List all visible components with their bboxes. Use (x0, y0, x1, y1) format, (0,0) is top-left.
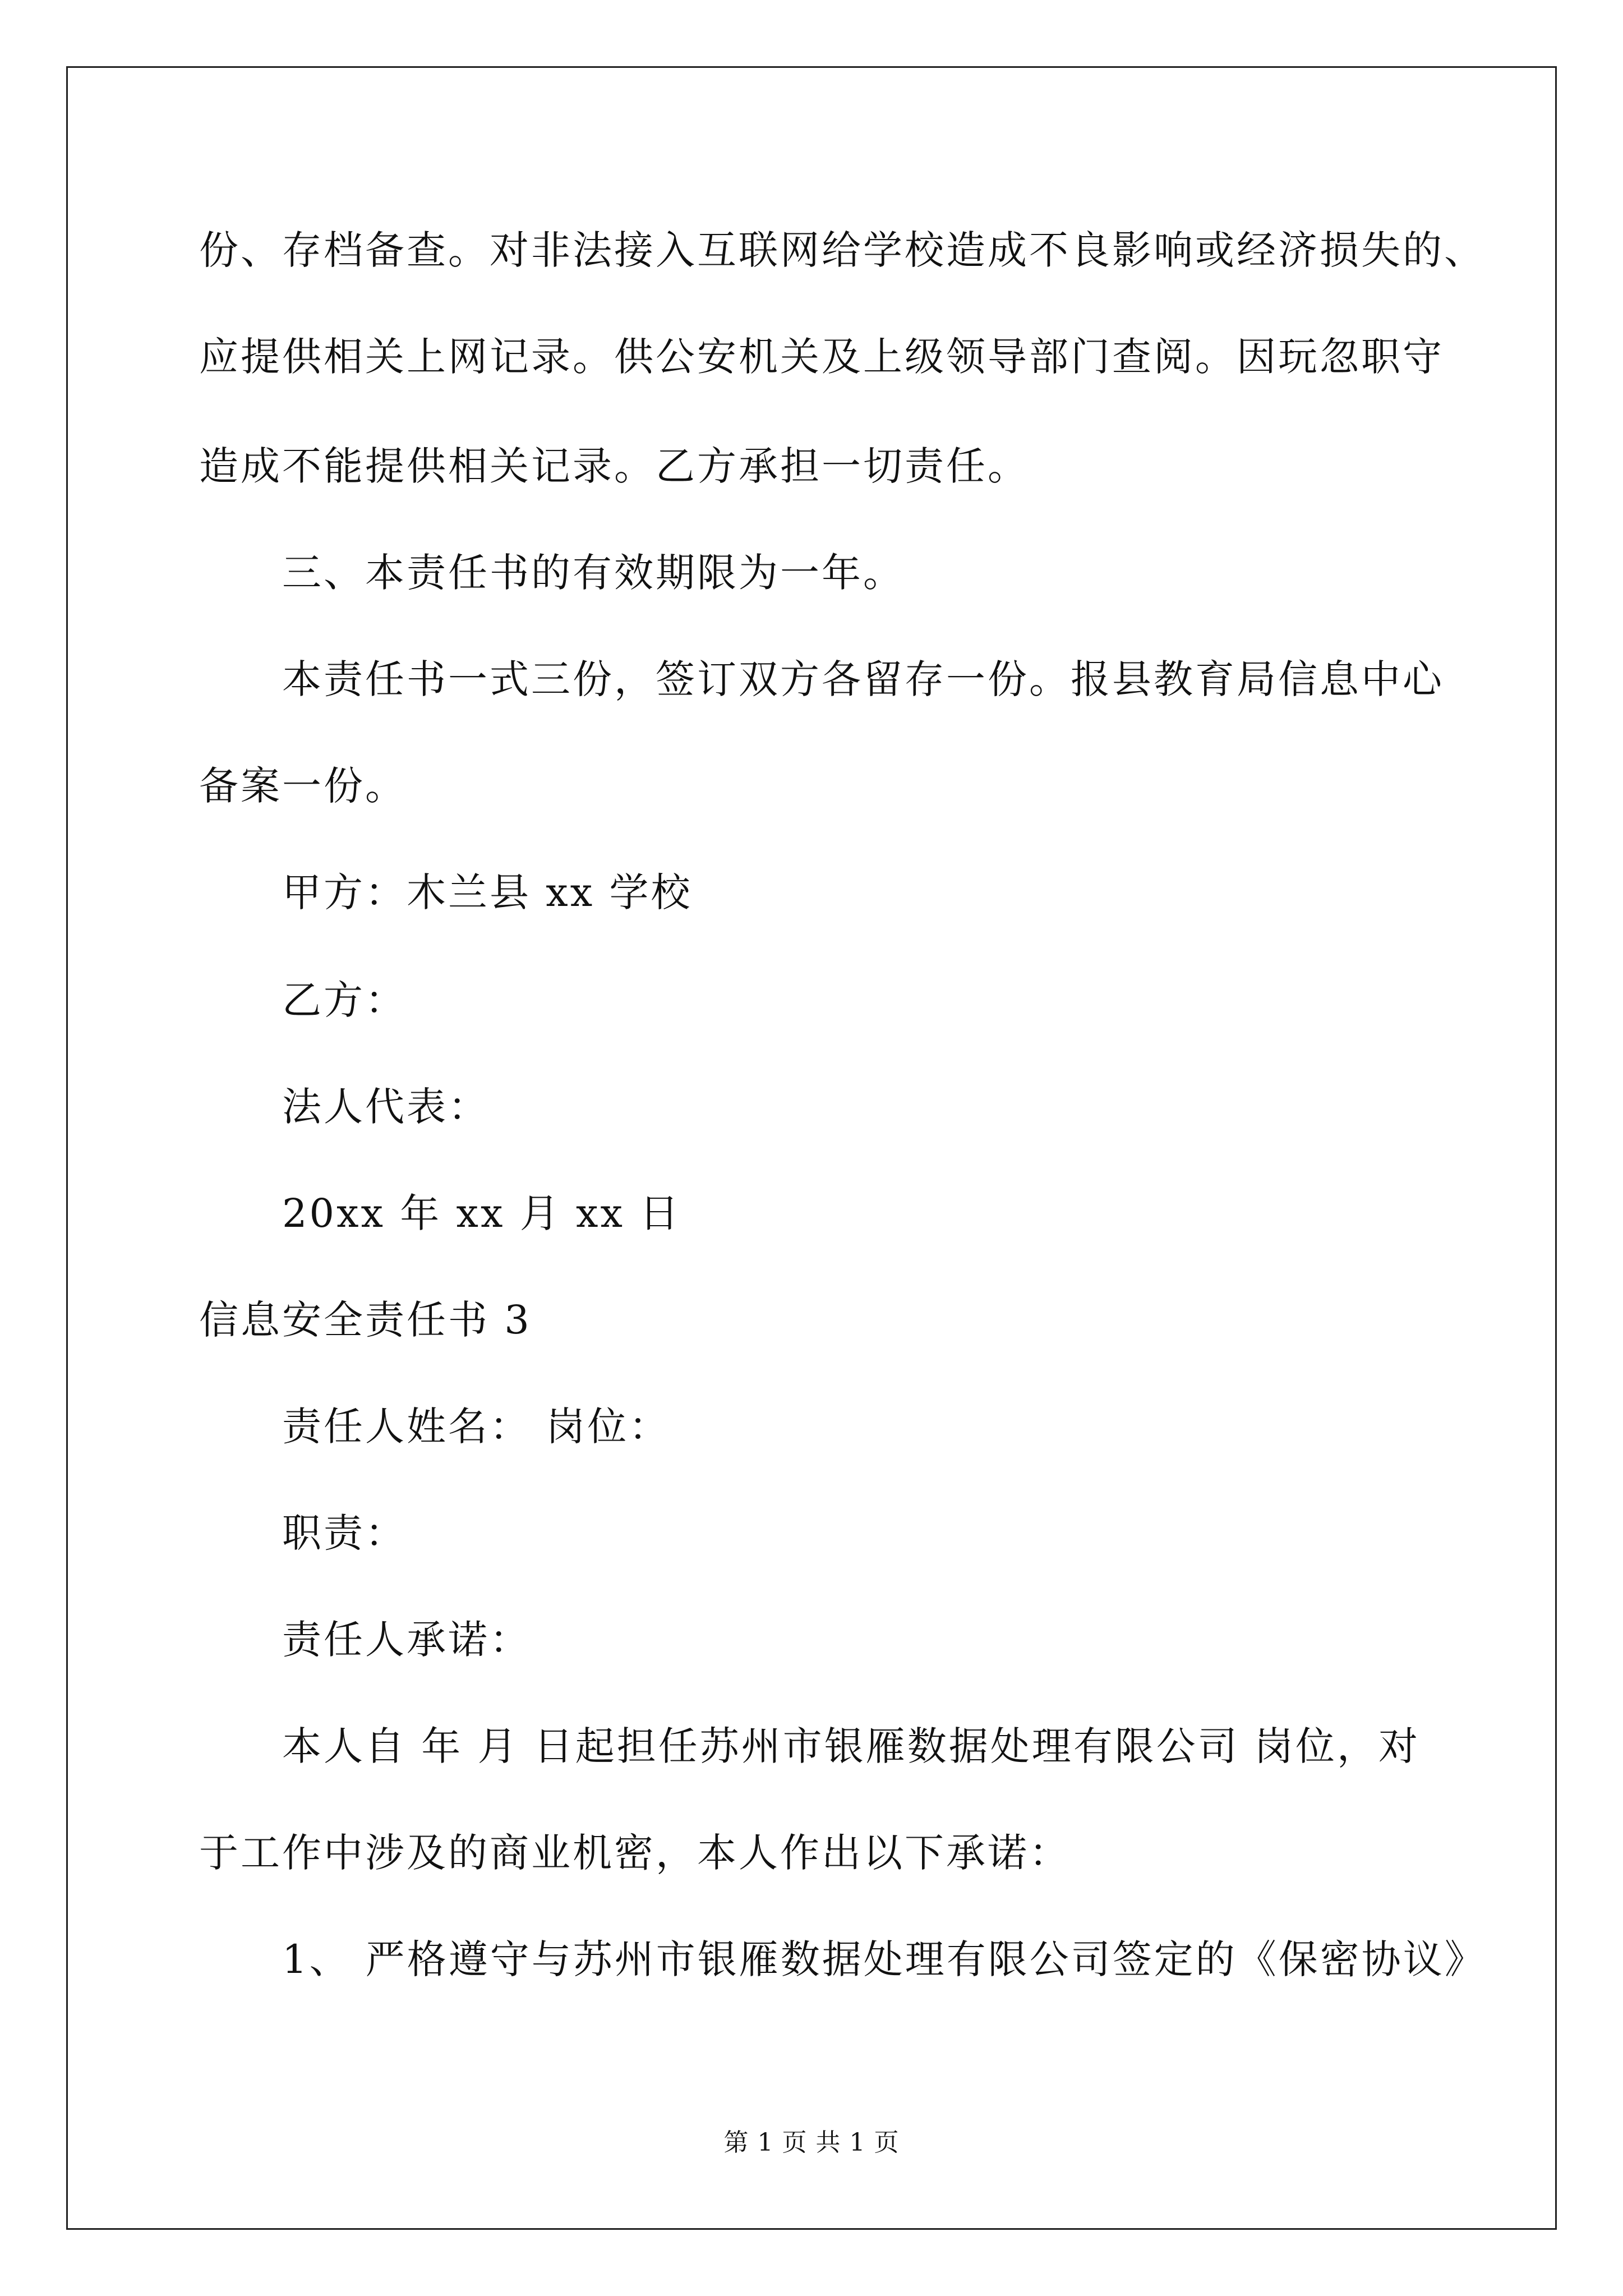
party-a-line: 甲方：木兰县 xx 学校 (282, 869, 693, 915)
body-line-1: 份、存档备查。对非法接入互联网给学校造成不良影响或经济损失的、 (199, 227, 1486, 273)
body-line-15: 本人自 年 月 日起担任苏州市银雁数据处理有限公司 岗位，对 (282, 1723, 1421, 1769)
party-b-line: 乙方： (282, 977, 407, 1023)
body-line-6: 备案一份。 (199, 763, 407, 809)
legal-representative-line: 法人代表： (282, 1084, 490, 1130)
duties-line: 职责： (282, 1510, 407, 1556)
body-line-17: 1、 严格遵守与苏州市银雁数据处理有限公司签定的《保密协议》 (282, 1936, 1486, 1982)
page-number-footer: 第 1 页 共 1 页 (723, 2128, 900, 2157)
body-line-3: 造成不能提供相关记录。乙方承担一切责任。 (199, 443, 1029, 489)
section-title: 信息安全责任书 3 (199, 1297, 532, 1343)
body-line-2: 应提供相关上网记录。供公安机关及上级领导部门查阅。因玩忽职守 (199, 334, 1444, 380)
body-line-4: 三、本责任书的有效期限为一年。 (282, 550, 905, 596)
responsible-person-line: 责任人姓名： 岗位： (282, 1404, 671, 1450)
commitment-heading: 责任人承诺： (282, 1617, 531, 1663)
body-line-5: 本责任书一式三份，签订双方各留存一份。报县教育局信息中心 (282, 656, 1444, 702)
date-line: 20xx 年 xx 月 xx 日 (282, 1190, 681, 1236)
body-line-16: 于工作中涉及的商业机密，本人作出以下承诺： (199, 1830, 1071, 1876)
page-border (66, 66, 1557, 2230)
